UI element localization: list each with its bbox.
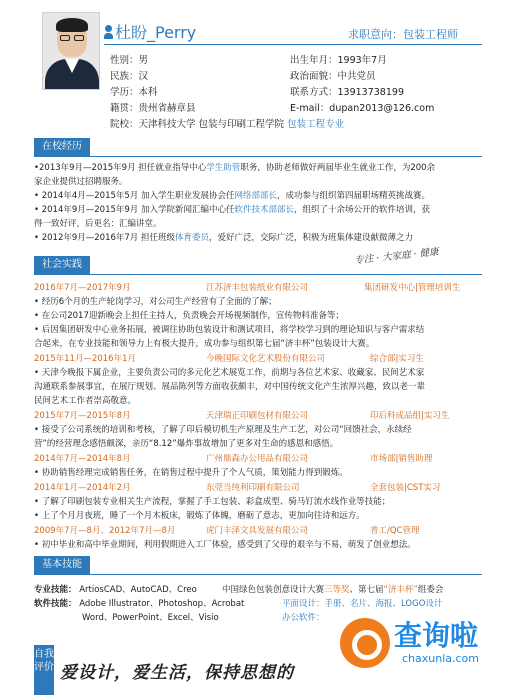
section-social: 社会实践	[34, 256, 90, 274]
section-social-rule	[34, 274, 482, 275]
signature-stamp: 专注 · 大家庭 · 健康	[353, 246, 440, 267]
job-role: 普工/QC管理	[370, 526, 420, 536]
job-date: 2015年7月—2015年8月	[34, 411, 131, 421]
job-date: 2015年11月—2016年1月	[34, 354, 136, 364]
job-line: • 在公司2017迎新晚会上担任主持人，负责晚会开场视频制作，宣传物料准备等；	[34, 311, 344, 321]
job-line: • 初中毕业和高中毕业期间，利用假期进入工厂体验，感受到了父母的艰辛与不易，萌发了创业想法。	[34, 540, 416, 550]
job-date: 2014年7月—2014年8月	[34, 454, 131, 464]
political-status: 政治面貌：中共党员	[290, 71, 376, 82]
campus-line-1: •2013年9月—2015年9月 担任就业指导中心学生助管职务，协助老师做好两届毕业生就业工作，为200余	[34, 163, 436, 173]
job-company: 广州鼎森办公用品有限公司	[206, 454, 309, 464]
skill-soft-list-1: Adobe Illustrator、Photoshop、Acrobat	[79, 599, 245, 609]
watermark-text: 查询啦	[394, 619, 479, 652]
section-skills-rule	[34, 574, 482, 575]
phone: 联系方式：13913738199	[290, 87, 404, 98]
self-evaluation: 爱设计，爱生活，保持思想的	[60, 663, 294, 683]
job-role: 全套包装|CST实习	[370, 483, 441, 493]
campus-line-6: • 2012年9月—2016年7月 担任班级体育委员，爱好广泛，交际广泛，积极为班集体建设献微薄之力	[34, 233, 414, 243]
job-role: 印后科成品组|实习生	[370, 411, 450, 421]
job-line: 民间艺术工作者崇高敬意。	[34, 396, 137, 406]
name-line	[104, 20, 196, 43]
skill-soft-label: 软件技能：	[34, 599, 77, 609]
origin: 籍贯：贵州省赫章县	[110, 103, 196, 114]
campus-line-3: • 2014年4月—2015年5月 加入学生职业发展协会任网络部部长，成功参与组织第四届职场精英挑战赛。	[34, 191, 431, 201]
job-date: 2016年7月—2017年9月	[34, 283, 131, 293]
school	[110, 116, 344, 130]
birth-date: 出生年月：1993年7月	[290, 55, 387, 66]
job-intent: 求职意向：包装工程师	[348, 28, 458, 41]
job-role: 市场部|销售助理	[370, 454, 433, 464]
section-campus: 在校经历	[34, 138, 90, 156]
user-icon	[104, 25, 113, 39]
profile-photo	[42, 12, 100, 90]
education: 学历：本科	[110, 87, 158, 98]
gender: 性别：男	[110, 55, 149, 66]
skill-pro-list: ArtiosCAD、AutoCAD、Creo	[79, 585, 197, 595]
job-company: 江苏济丰包装纸业有限公司	[206, 283, 309, 293]
job-line: 营”的经营理念感悟颇深，亲历“8.12”爆炸事故增加了更多对生命的感恩和感悟。	[34, 439, 339, 449]
job-line: • 经历6个月的生产轮岗学习，对公司生产经营有了全面的了解；	[34, 297, 277, 307]
job-company: 天津瑞正印刷包材有限公司	[206, 411, 309, 421]
job-line: • 接受了公司系统的培训和考核，了解了印后模切机生产原理及生产工艺，对公司“回馈社会，永续经	[34, 425, 412, 435]
campus-line-4: • 2014年9月—2015年9月 加入学院新闻汇编中心任软件技术部部长，组织了十余场公开的软件培训，获	[34, 205, 431, 215]
section-skills: 基本技能	[34, 556, 90, 574]
school-label: 院校：天津科技大学 包装与印刷工程学院	[110, 119, 285, 130]
skill-plane: 平面设计：手册、名片、海报、LOGO设计	[282, 599, 443, 609]
job-date: 2009年7月—8月、2012年7月—8月	[34, 526, 176, 536]
skill-pro-label: 专业技能：	[34, 585, 77, 595]
job-line: • 上了个月月夜班，睡了一个月木板床，锻炼了体魄，磨砺了意志，更加向往诗和远方。	[34, 511, 365, 521]
job-company: 东莞当纯利印刷有限公司	[206, 483, 300, 493]
candidate-name: 杜盼_Perry	[115, 23, 197, 42]
watermark-url: chaxunla.com	[402, 652, 479, 665]
email: E-mail：dupan2013@126.com	[290, 103, 435, 114]
watermark	[340, 612, 500, 682]
header-divider	[104, 44, 482, 45]
major: 包装工程专业	[287, 119, 345, 130]
skill-award: 中国绿色包装创意设计大赛三等奖、第七届“济丰杯”组委会	[222, 585, 444, 595]
job-role: 集团研发中心|管理培训生	[364, 283, 461, 293]
magnifier-icon	[340, 618, 390, 668]
skill-office: 办公软件：	[282, 613, 325, 623]
job-line: 合起来，在专业技能和领导力上有极大提升，成功参与组织第七届“济丰杯”包装设计大赛。	[34, 339, 375, 349]
job-line: • 了解了印刷包装专业相关生产流程，掌握了手工包装、彩盒成型、骑马钉流水线作业等技能；	[34, 497, 391, 507]
section-self: 自我评价	[34, 645, 54, 695]
job-line: 沟通联系参展事宜，在展厅规划、展品陈列等方面收获颇丰，对中国传统文化产生浓厚兴趣，致以老一辈	[34, 382, 426, 392]
campus-line-5: 得一致好评，后更名：汇编讲堂。	[34, 219, 162, 229]
campus-line-2: 家企业提供过招聘服务。	[34, 177, 128, 187]
job-role: 综合部|实习生	[370, 354, 424, 364]
ethnicity: 民族：汉	[110, 71, 149, 82]
job-company: 虎门丰泽文具发展有限公司	[206, 526, 309, 536]
section-campus-rule	[34, 156, 482, 157]
skill-soft-list-2: Word、PowerPoint、Excel、Visio	[82, 613, 219, 623]
job-line: • 协助销售经理完成销售任务，在销售过程中提升了个人气质，策划能力得到锻炼。	[34, 468, 348, 478]
job-line: • 天津今晚报下属企业，主要负责公司的多元化艺术展览工作，前期与各位艺术家、收藏家、民间艺术家	[34, 368, 425, 378]
job-company: 今晚国际文化艺术股份有限公司	[206, 354, 326, 364]
job-date: 2014年1月—2014年2月	[34, 483, 131, 493]
job-line: • 后因集团研发中心业务拓展，被调往协助包装设计和测试项目，将学校学习到的理论知识与客户需求结	[34, 325, 425, 335]
